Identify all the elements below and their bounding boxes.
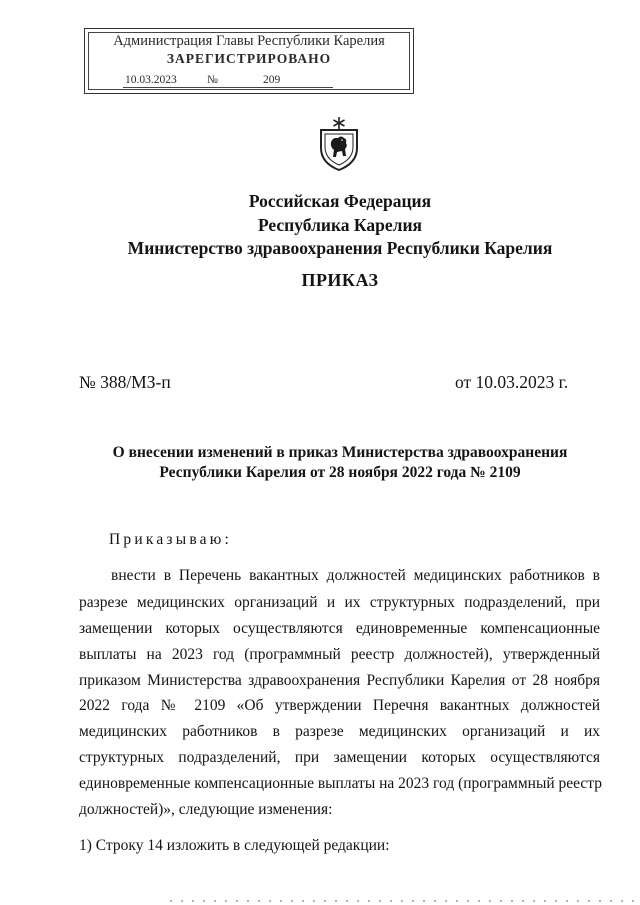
- stamp-registered-label: ЗАРЕГИСТРИРОВАНО: [166, 51, 332, 66]
- header-ministry: Министерство здравоохранения Республики Карелия: [127, 238, 553, 258]
- subject-line-2: Республики Карелия от 28 ноября 2022 года № 2109: [159, 464, 521, 481]
- body-line-8: структурных подразделений, при замещении которых осуществляются: [79, 749, 600, 766]
- body-line-3: замещении которых осуществляются единовременные компенсационные: [79, 620, 600, 637]
- stamp-authority: Администрация Главы Республики Карелия: [113, 33, 385, 49]
- body-line-4: выплаты на 2023 год (программный реестр должностей), утвержденный: [79, 646, 600, 663]
- body-line-1: внести в Перечень вакантных должностей медицинских работников в: [111, 567, 600, 584]
- order-number: № 388/МЗ-п: [79, 372, 171, 392]
- document-type-title: ПРИКАЗ: [301, 270, 379, 290]
- stamp-number-sign: №: [207, 74, 218, 86]
- item-1: 1) Строку 14 изложить в следующей редакции:: [79, 837, 390, 854]
- prikazyvayu-heading: Приказываю:: [109, 531, 233, 548]
- body-line-6: 2022 года № 2109 «Об утверждении Перечня вакантных должностей: [79, 697, 600, 714]
- body-line-7: медицинских работников в разрезе медицинских организаций и их: [79, 723, 600, 740]
- body-line-9: единовременные компенсационные выплаты на 2023 год (программный реестр: [79, 775, 603, 792]
- body-line-5: приказом Министерства здравоохранения Республики Карелия от 28 ноября: [79, 672, 600, 689]
- stamp-number: 209: [263, 74, 281, 86]
- stamp-underline: [123, 87, 333, 88]
- registration-stamp: [84, 28, 414, 94]
- body-line-2: разрезе медицинских организаций и их структурных подразделений, при: [79, 594, 600, 611]
- stamp-date: 10.03.2023: [125, 74, 177, 86]
- body-line-10: должностей)», следующие изменения:: [79, 801, 333, 818]
- header-republic: Республика Карелия: [257, 215, 423, 235]
- coat-of-arms-emblem: [316, 116, 362, 172]
- subject-line-1: О внесении изменений в приказ Министерства здравоохранения: [112, 444, 568, 461]
- order-date: от 10.03.2023 г.: [455, 372, 569, 392]
- stamp-registration-line: [125, 74, 345, 88]
- table-top-edge-fragment: [170, 896, 640, 905]
- header-country: Российская Федерация: [248, 191, 432, 211]
